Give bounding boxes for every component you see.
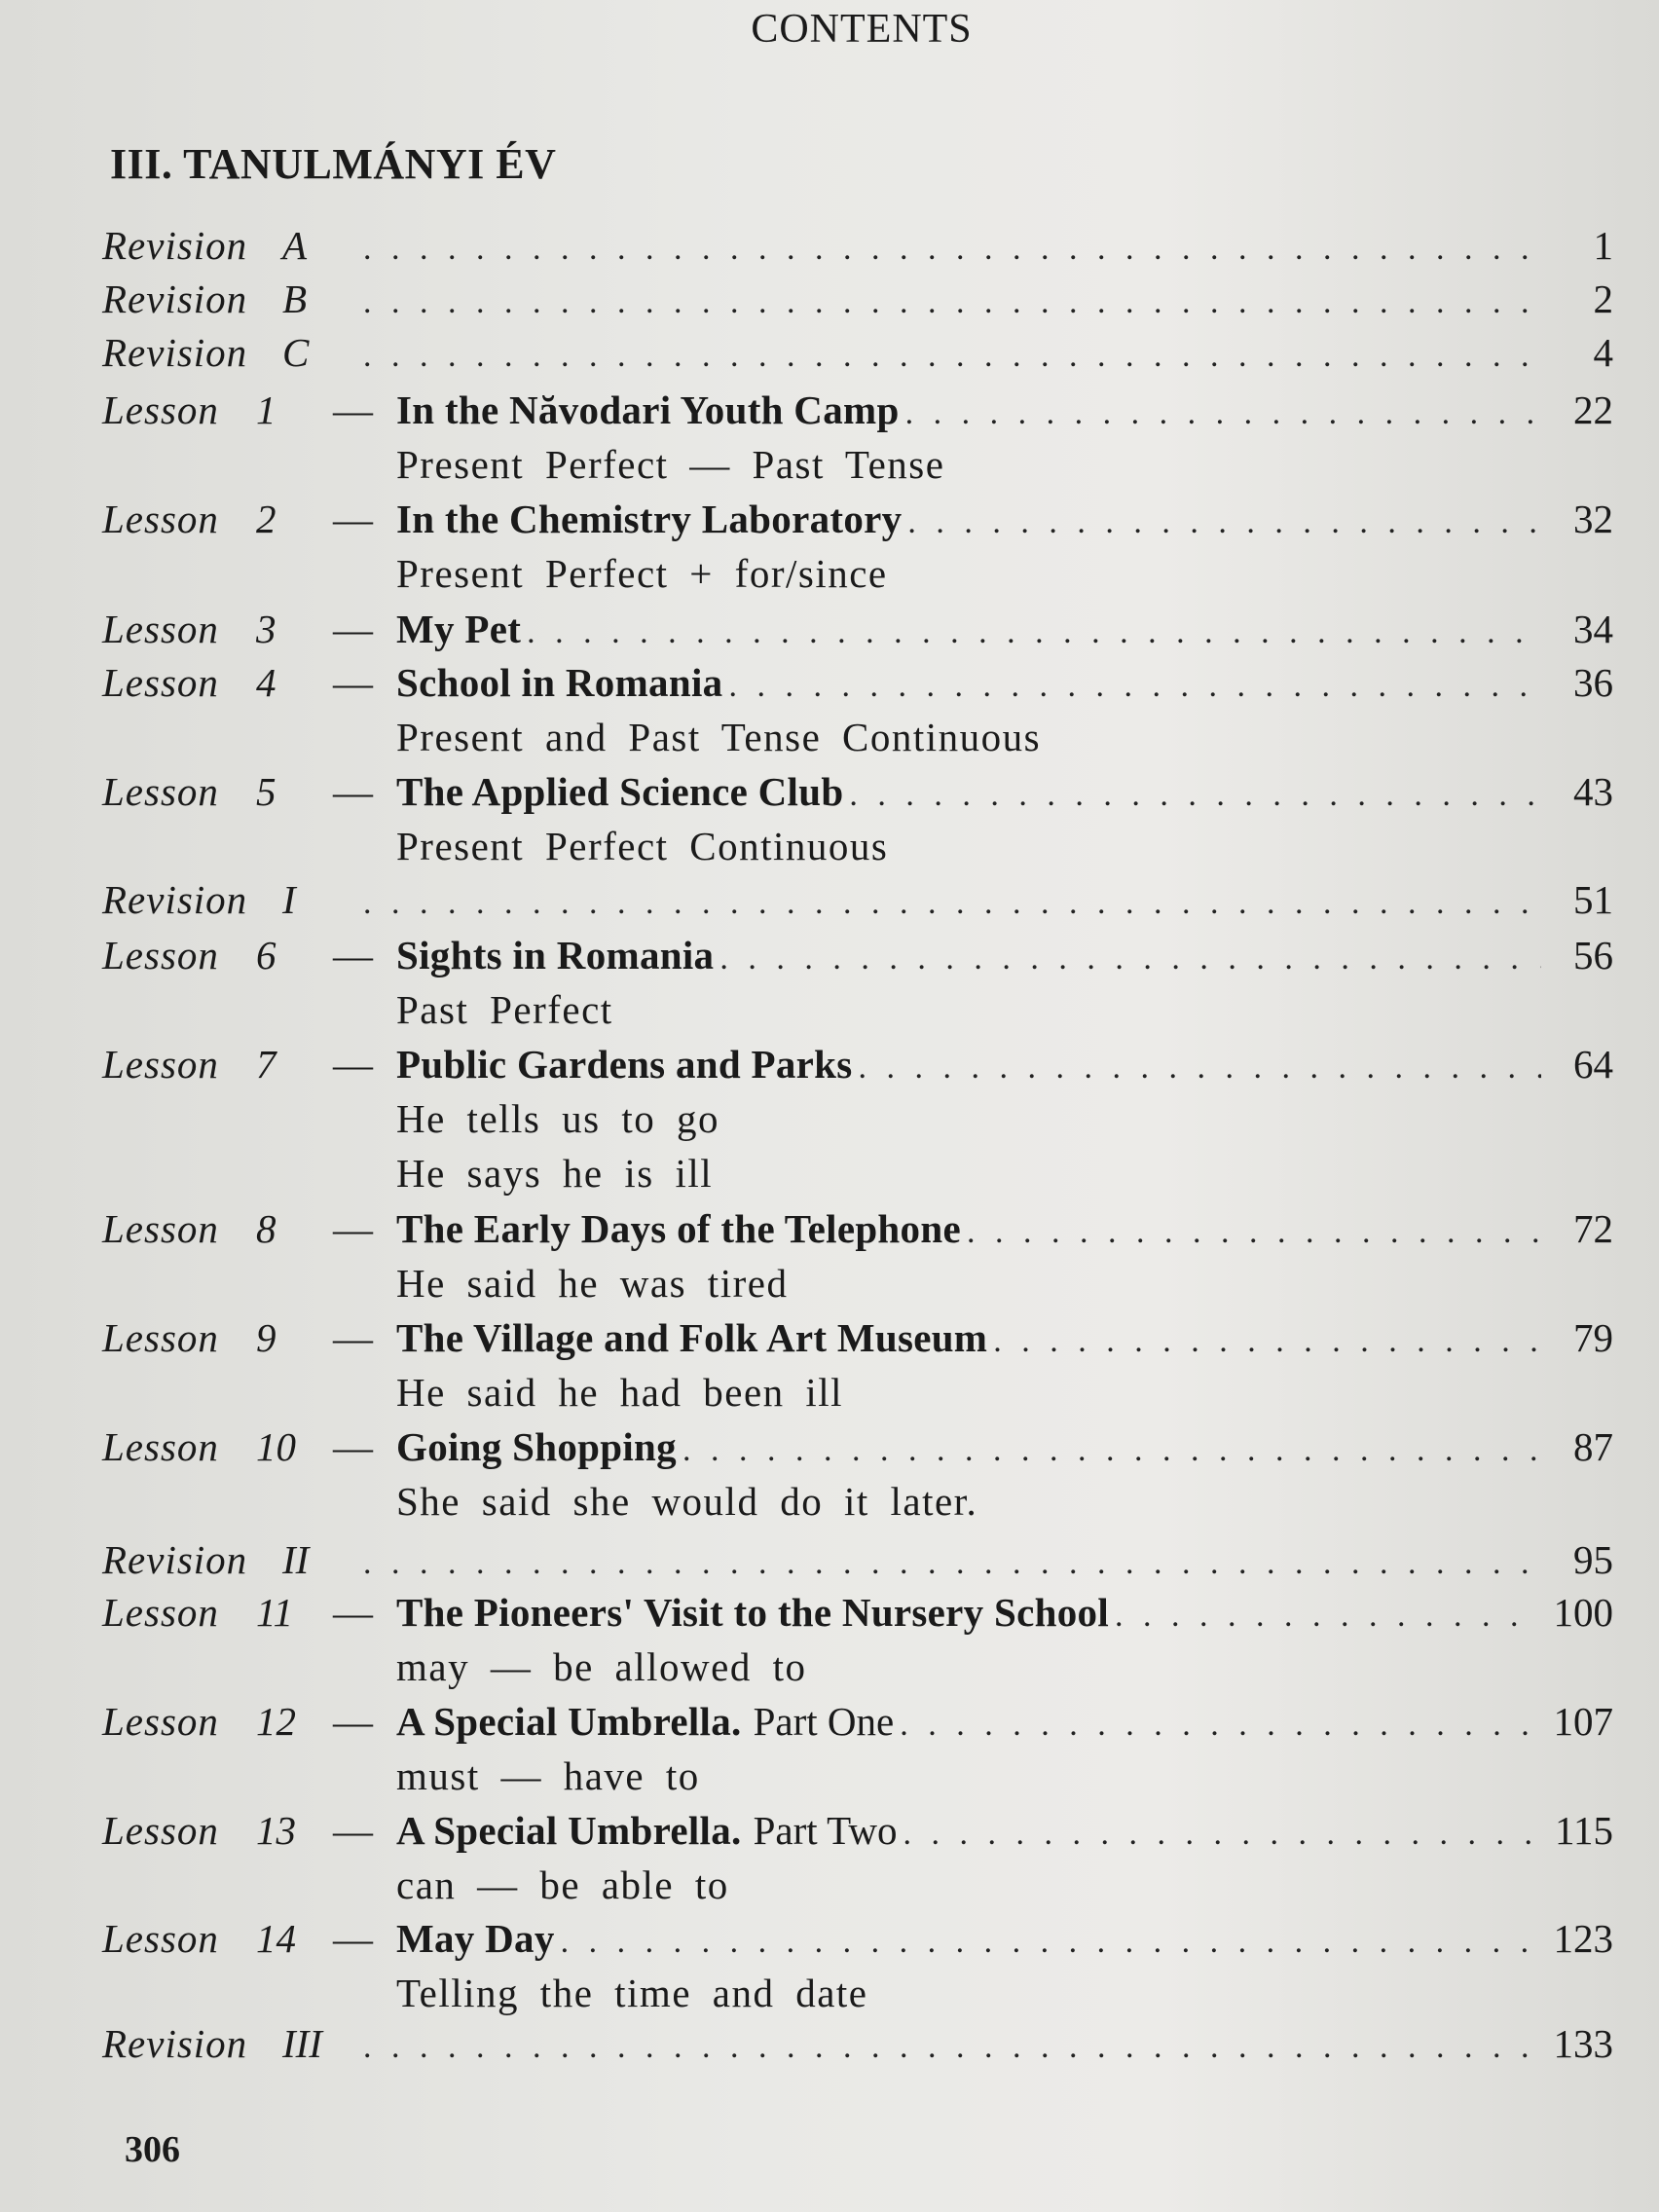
entry-page-number: 34 [1573,607,1613,651]
entry-line [396,1314,1613,1361]
entry-title: In the Năvodari Youth Camp [396,387,900,432]
entry-grammar-topic: must — have to [396,1753,700,1798]
entry-line [396,659,1613,706]
entry-page-number: 51 [1573,877,1613,922]
entry-dash: — [333,1315,373,1360]
entry-page-number: 72 [1573,1206,1613,1251]
entry-grammar-topic: may — be allowed to [396,1644,807,1689]
dot-leader [905,395,1541,432]
entry-dash: — [333,1916,373,1961]
toc-entry [102,1041,1613,1095]
entry-label: Lesson [102,1042,219,1087]
entry-number: 12 [256,1699,296,1744]
entry-grammar-topic: He said he had been ill [396,1370,844,1415]
dot-leader [363,338,1541,375]
entry-number: 14 [256,1916,296,1961]
entry-label: Revision [102,330,248,375]
entry-title: Sights in Romania [396,933,715,977]
entry-label: Lesson [102,1808,219,1853]
entry-title: The Applied Science Club [396,769,844,814]
dot-leader [993,1323,1541,1360]
toc-entry [102,876,1613,931]
entry-page-number: 87 [1573,1424,1613,1469]
entry-title: A Special Umbrella. [396,1808,742,1853]
dot-leader [900,1707,1539,1744]
page-title: CONTENTS [751,7,973,52]
entry-line [396,1807,1613,1854]
entry-dash: — [333,769,373,814]
toc-entry [102,1314,1613,1369]
entry-label: Revision [102,2021,248,2066]
entry-label: Lesson [102,497,219,541]
entry-label: Revision [102,1537,248,1582]
entry-page-number: 2 [1593,276,1613,321]
entry-number: C [282,330,310,375]
dot-leader [728,668,1541,705]
entry-line [396,387,1613,433]
entry-title: The Pioneers' Visit to the Nursery School [396,1590,1110,1635]
entry-title: Public Gardens and Parks [396,1042,853,1087]
entry-line [396,1915,1613,1962]
entry-dash: — [333,1424,373,1469]
entry-dash: — [333,387,373,432]
entry-title: My Pet [396,607,522,651]
entry-grammar-topic: Present Perfect — Past Tense [396,442,945,487]
toc-entry [102,2020,1613,2075]
entry-line [396,1589,1613,1636]
entry-title-part: Part Two [753,1808,898,1853]
dot-leader [682,1432,1541,1469]
entry-label: Lesson [102,1315,219,1360]
entry-number: 1 [256,387,276,432]
entry-dash: — [333,1590,373,1635]
entry-number: 2 [256,497,276,541]
entry-label: Lesson [102,1206,219,1251]
entry-title: Going Shopping [396,1424,677,1469]
entry-number: A [282,223,308,268]
entry-number: 10 [256,1424,296,1469]
toc-entry [102,1807,1613,1862]
entry-label: Revision [102,877,248,922]
entry-number: III [282,2021,322,2066]
entry-line [396,1041,1613,1088]
entry-line [357,2020,1613,2067]
dot-leader [907,504,1541,541]
entry-label: Lesson [102,387,219,432]
entry-page-number: 1 [1593,223,1613,268]
entry-label: Lesson [102,660,219,705]
entry-page-number: 4 [1593,330,1613,375]
page-number: 306 [125,2129,180,2170]
entry-page-number: 100 [1553,1590,1613,1635]
entry-page-number: 95 [1573,1537,1613,1582]
entry-grammar-topic: Present and Past Tense Continuous [396,715,1042,759]
entry-line [396,1698,1613,1745]
entry-grammar-topic: Telling the time and date [396,1971,868,2015]
entry-title: School in Romania [396,660,723,705]
toc-entry [102,222,1613,276]
toc-entry [102,1915,1613,1970]
dot-leader [903,1816,1541,1853]
entry-title: In the Chemistry Laboratory [396,497,903,541]
toc-entry [102,1536,1613,1591]
toc-entry [102,932,1613,986]
entry-line [396,606,1613,652]
entry-page-number: 79 [1573,1315,1613,1360]
entry-page-number: 56 [1573,933,1613,977]
entry-grammar-topic: Past Perfect [396,987,613,1032]
entry-label: Lesson [102,1916,219,1961]
entry-line [396,1423,1613,1470]
dot-leader [527,614,1541,651]
entry-line [396,1205,1613,1252]
entry-dash: — [333,1206,373,1251]
entry-line [357,222,1613,269]
entry-number: I [282,877,296,922]
entry-line [357,876,1613,923]
entry-label: Revision [102,223,248,268]
entry-page-number: 123 [1553,1916,1613,1961]
dot-leader [967,1214,1541,1251]
entry-label: Lesson [102,1699,219,1744]
toc-entry [102,606,1613,660]
entry-dash: — [333,660,373,705]
entry-number: B [282,276,308,321]
entry-line [357,329,1613,376]
entry-dash: — [333,1042,373,1087]
dot-leader [561,1924,1540,1961]
toc-entry [102,1589,1613,1643]
entry-number: II [282,1537,310,1582]
entry-grammar-topic: Present Perfect Continuous [396,824,889,868]
entry-page-number: 107 [1553,1699,1613,1744]
entry-number: 11 [256,1590,293,1635]
entry-label: Lesson [102,933,219,977]
entry-dash: — [333,933,373,977]
entry-line [357,276,1613,322]
entry-dash: — [333,1699,373,1744]
section-heading: III. TANULMÁNYI ÉV [110,140,557,188]
dot-leader [363,284,1541,321]
entry-number: 7 [256,1042,276,1087]
dot-leader [363,885,1541,922]
entry-title-part: Part One [753,1699,895,1744]
entry-title: The Village and Folk Art Museum [396,1315,988,1360]
entry-grammar-topic: He said he was tired [396,1261,789,1306]
entry-number: 13 [256,1808,296,1853]
entry-grammar-topic: She said she would do it later. [396,1479,978,1524]
entry-dash: — [333,497,373,541]
entry-page-number: 64 [1573,1042,1613,1087]
entry-title: The Early Days of the Telephone [396,1206,961,1251]
toc-entry [102,329,1613,384]
entry-number: 9 [256,1315,276,1360]
entry-page-number: 32 [1573,497,1613,541]
entry-page-number: 133 [1553,2021,1613,2066]
entry-line [396,496,1613,542]
entry-grammar-topic: can — be able to [396,1862,729,1907]
entry-page-number: 43 [1573,769,1613,814]
dot-leader [849,777,1541,814]
entry-number: 6 [256,933,276,977]
toc-entry [102,276,1613,330]
entry-grammar-topic: He tells us to go [396,1096,719,1141]
entry-number: 8 [256,1206,276,1251]
entry-grammar-topic: Present Perfect + for/since [396,551,888,596]
entry-page-number: 115 [1555,1808,1613,1853]
entry-line [357,1536,1613,1583]
entry-label: Lesson [102,769,219,814]
toc-entry [102,1205,1613,1260]
entry-title: May Day [396,1916,555,1961]
toc-entry [102,496,1613,550]
dot-leader [363,2029,1540,2066]
dot-leader [363,231,1541,268]
toc-entry [102,1423,1613,1478]
toc-entry [102,387,1613,441]
dot-leader [859,1050,1541,1087]
entry-label: Lesson [102,1590,219,1635]
entry-label: Revision [102,276,248,321]
toc-entry [102,1698,1613,1752]
entry-label: Lesson [102,607,219,651]
toc-entry [102,768,1613,823]
entry-page-number: 36 [1573,660,1613,705]
dot-leader [1115,1598,1539,1635]
toc-entry [102,659,1613,714]
entry-number: 4 [256,660,276,705]
dot-leader [719,940,1541,977]
entry-label: Lesson [102,1424,219,1469]
entry-page-number: 22 [1573,387,1613,432]
entry-dash: — [333,607,373,651]
entry-number: 3 [256,607,276,651]
entry-number: 5 [256,769,276,814]
entry-line [396,932,1613,978]
entry-grammar-topic: He says he is ill [396,1151,714,1196]
entry-line [396,768,1613,815]
entry-dash: — [333,1808,373,1853]
entry-title: A Special Umbrella. [396,1699,742,1744]
dot-leader [363,1545,1541,1582]
